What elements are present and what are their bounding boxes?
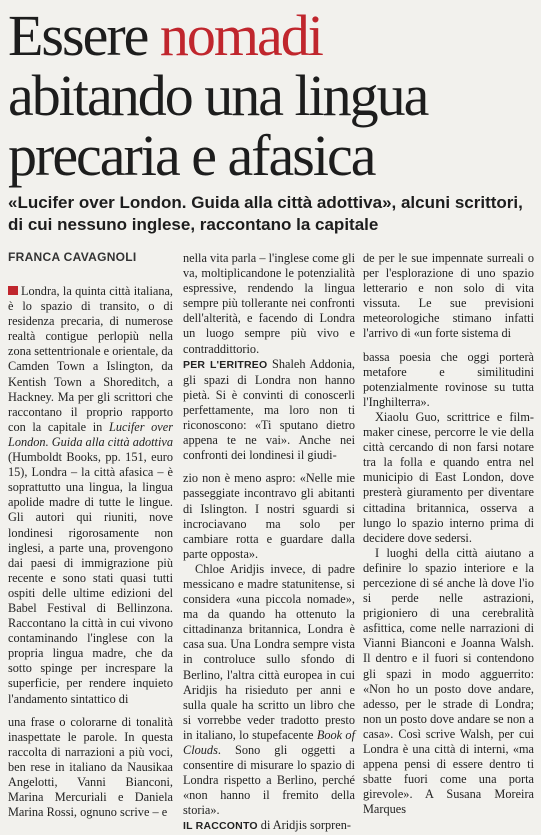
paragraph-kicker: PER L'ERITREO — [183, 358, 268, 371]
paragraph — [183, 818, 355, 834]
book-title: Book of Clouds — [183, 727, 356, 757]
section-marker-icon — [8, 286, 18, 295]
paragraph: Xiaolu Guo, scrittrice e film-maker cinese, percorre le vie della città cercando di non farsi notare tra la folla e quando entra nel municipio di East London, dove presterà giuramento per diventare cittadina britannica, osserva a lungo lo spazio interno prima di decidere dove sedersi. — [363, 409, 534, 545]
paragraph: I luoghi della città aiutano a definire lo spazio interiore e la percezione di sé anche là dove l'io si perde nelle astrazioni, prigioniero di una cerebralità asfittica, come nelle narrazioni di Vianni Bianconi e Joanna Walsh. Il dentro e il fuori si contendono gli spazi in modo agguerrito: «Non ho un posto dove andare, adesso, per le strade di Londra; non un posto dove andare se non a casa». Così scrive Walsh, per cui Londra è una città di interni, «ma appena pensi di essere dentro ti sbatte fuori come una porta girevole». A Susana Moreira Marques — [363, 545, 534, 817]
headline-part2: abitando una lingua precaria e afasica — [8, 63, 428, 188]
subheadline: «Lucifer over London. Guida alla città adottiva», alcuni scrittori, di cui nessuno inglese, raccontano la capitale — [8, 193, 523, 234]
byline: FRANCA CAVAGNOLI — [8, 250, 137, 264]
paragraph — [183, 357, 355, 464]
article-column-1 — [8, 284, 173, 820]
paragraph: zio non è meno aspro: «Nelle mie passeggiate incontravo gli abitanti di Islington. I nostri sguardi si incrociavano ma solo per cambiare rotta e guardare dalla parte opposta». — [183, 471, 355, 561]
paragraph — [183, 562, 355, 819]
paragraph: de per le sue impennate surreali o per l'esplorazione di uno spazio letterario e non solo di vita vissuta. Le sue previsioni meteorologiche stimano infatti l'arrivo di «un forte sistema di — [363, 251, 534, 341]
paragraph: nella vita parla – l'inglese come gli va, moltiplicandone le potenzialità espressive, rendendo la lingua sempre più tollerante nei confronti dell'alterità, e facendo di Londra un luogo sempre più vivo e contraddittorio. — [183, 251, 355, 356]
paragraph-text: di Aridjis sorpren- — [257, 818, 351, 833]
paragraph-text: Chloe Aridjis invece, di padre messicano e madre statunitense, si considera «una piccola nomade», ma da quando ha ottenuto la cittadinanza britannica, Londra è casa sua. Una Londra sempre vista in controluce sullo sfondo di Berlino, l'altra città europea in cui Aridjis ha risieduto per anni e sulla quale ha scritto un libro che si vorrebbe veder tradotto presto in italiano, lo stupefacente — [183, 561, 355, 742]
article-column-3 — [363, 251, 534, 817]
paragraph-text: Shaleh Addonia, gli spazi di Londra non hanno pietà. Si è convinti di conoscerli perfettamente, ma loro non ti riconoscono: «Ti sputano dietro appena te ne vai». Anche nei confronti dei londinesi il giudi- — [183, 356, 355, 463]
book-title: Lucifer over London. Guida alla città adottiva — [8, 419, 173, 449]
article-column-2 — [183, 251, 355, 835]
paragraph: una frase o colorarne di tonalità inaspettate le parole. In questa raccolta di narrazioni a più voci, ben rese in italiano da Nausikaa Angelotti, Vanni Bianconi, Marina Mercuriali e Daniela Marina Rossi, ognuno scrive – e — [8, 714, 173, 820]
headline-highlight: nomadi — [159, 3, 322, 68]
headline-part1: Essere — [8, 3, 160, 68]
paragraph-text: (Humboldt Books, pp. 151, euro 15), Londra – la città afasica – è soprattutto una lingua, la lingua apolide madre di tutte le lingue. Gli autori qui riuniti, nove londinesi rigorosamente non inglesi, a parte una, provengono dai paesi di immigrazione più recente e sono stati quasi tutti ospiti delle ultime edizioni del Babel Festival di Bellinzona. Raccontano la città in cui vivono contaminando l'inglese con la propria lingua madre, che da sotto spinge per increspare la superficie, per rendere inquieto l'andamento sintattico di — [8, 450, 173, 706]
headline — [8, 3, 533, 188]
paragraph: bassa poesia che oggi porterà metafore e similitudini potenzialmente rovinose su tutta l'Inghilterra». — [363, 349, 534, 409]
paragraph-text: . Sono gli oggetti a consentire di misurare lo spazio di Londra rispetto a Berlino, perché «non hanno il fremito della storia». — [183, 743, 355, 818]
paragraph-kicker: IL RACCONTO — [183, 820, 258, 833]
paragraph-text: Londra, la quinta città italiana, è lo spazio di transito, o di residenza precaria, di numerose realtà contigue perlopiù nella zona settentrionale e orientale, da Camden Town a Islington, da Kentish Town a Shoreditch, a Hackney. Ma per gli scrittori che raccontano il proprio rapporto con la capitale in — [8, 284, 173, 434]
paragraph — [8, 284, 173, 707]
